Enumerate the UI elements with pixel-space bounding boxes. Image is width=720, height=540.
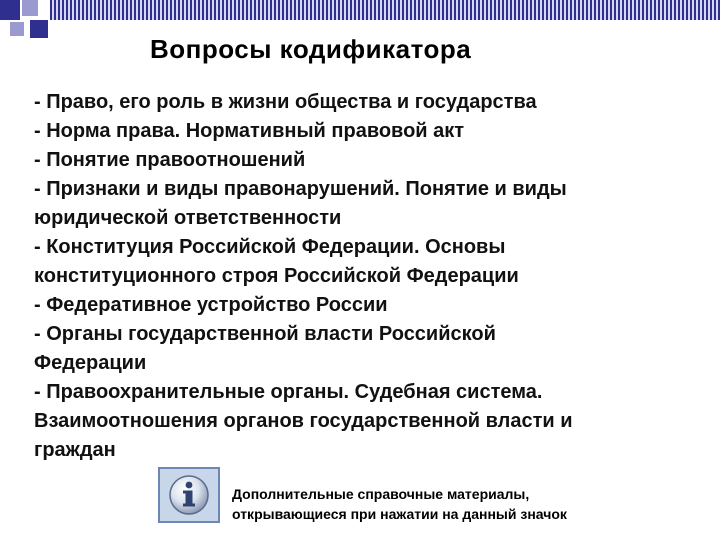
info-icon [168, 474, 210, 516]
decor-stripe-band [50, 0, 720, 20]
info-note-line: открывающиеся при нажатии на данный значок [232, 506, 567, 522]
list-line: - Органы государственной власти Российской [34, 323, 496, 345]
list-line: Федерации [34, 352, 147, 374]
list-line: - Понятие правоотношений [34, 149, 306, 171]
info-button[interactable] [158, 467, 220, 523]
list-line: - Конституция Российской Федерации. Основы [34, 236, 506, 258]
list-line: граждан [34, 439, 116, 461]
page-title: Вопросы кодификатора [150, 34, 472, 64]
list-line: - Признаки и виды правонарушений. Понятие и виды [34, 178, 567, 200]
list-line: - Федеративное устройство России [34, 294, 388, 316]
list-line: - Норма права. Нормативный правовой акт [34, 120, 465, 142]
decor-square [10, 22, 24, 36]
list-line: конституционного строя Российской Федерации [34, 265, 519, 287]
codifier-questions-list [34, 88, 694, 465]
list-line: Взаимоотношения органов государственной власти и [34, 410, 573, 432]
info-note [232, 484, 702, 524]
decor-square [22, 0, 38, 16]
list-line: юридической ответственности [34, 207, 342, 229]
decor-square [30, 20, 48, 38]
decor-square [0, 0, 20, 20]
info-note-line: Дополнительные справочные материалы, [232, 486, 530, 502]
list-line: - Правоохранительные органы. Судебная система. [34, 381, 543, 403]
list-line: - Право, его роль в жизни общества и государства [34, 91, 537, 113]
